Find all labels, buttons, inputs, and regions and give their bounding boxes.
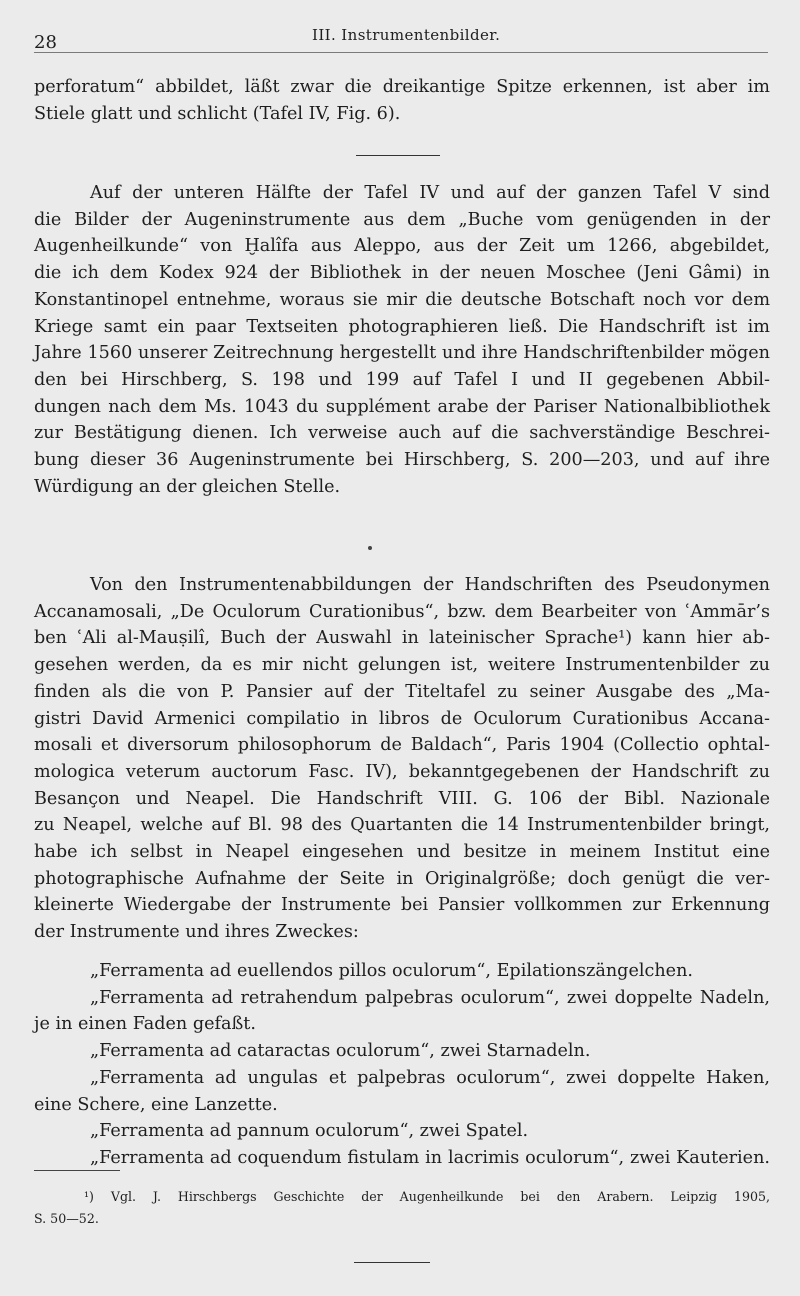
- text-line: Accanamosali, „De Oculorum Curationibus“, bzw. dem Bearbeiter von ʿAmmār’s: [34, 601, 770, 622]
- list-item: „Ferramenta ad cataractas oculorum“, zwei Starnadeln.: [90, 1041, 591, 1062]
- section-separator: [356, 155, 440, 156]
- page-number: 28: [34, 32, 57, 53]
- text-line: zu Neapel, welche auf Bl. 98 des Quartanten die 14 Instrumentenbilder bringt,: [34, 815, 770, 836]
- text-line: habe ich selbst in Neapel eingesehen und besitze in meinem Institut eine: [34, 842, 770, 863]
- text-line: die ich dem Kodex 924 der Bibliothek in der neuen Moschee (Jeni Gâmi) in: [34, 263, 770, 284]
- text-line: perforatum“ abbildet, läßt zwar die dreikantige Spitze erkennen, ist aber im: [34, 77, 770, 97]
- text-line: Kriege samt ein paar Textseiten photographieren ließ. Die Handschrift ist im: [34, 316, 770, 337]
- text-line: ben ʿAli al-Mauṣilî, Buch der Auswahl in lateinischer Sprache¹) kann hier ab-: [34, 628, 770, 649]
- list-item-continuation: eine Schere, eine Lanzette.: [34, 1094, 278, 1115]
- text-line: Von den Instrumentenabbildungen der Handschriften des Pseudonymen: [90, 575, 770, 595]
- running-title: III. Instrumentenbilder.: [312, 26, 501, 44]
- text-line: mosali et diversorum philosophorum de Baldach“, Paris 1904 (Collectio ophtal-: [34, 735, 770, 756]
- section-dot: [368, 546, 372, 550]
- list-item: „Ferramenta ad coquendum fistulam in lacrimis oculorum“, zwei Kauterien.: [90, 1147, 770, 1168]
- text-line: Jahre 1560 unserer Zeitrechnung hergestellt und ihre Handschriftenbilder mögen: [34, 343, 770, 364]
- text-line: finden als die von P. Pansier auf der Titeltafel zu seiner Ausgabe des „Ma-: [34, 681, 770, 702]
- text-line: photographische Aufnahme der Seite in Originalgröße; doch genügt die ver-: [34, 868, 770, 889]
- text-line: gesehen werden, da es mir nicht gelungen ist, weitere Instrumentenbilder zu: [34, 655, 770, 676]
- instrument-list: [34, 958, 770, 1172]
- list-item: „Ferramenta ad pannum oculorum“, zwei Spatel.: [90, 1121, 529, 1142]
- text-line: kleinerte Wiedergabe der Instrumente bei Pansier vollkommen zur Erkennung: [34, 895, 770, 916]
- text-line: Auf der unteren Hälfte der Tafel IV und auf der ganzen Tafel V sind: [90, 183, 770, 203]
- text-line: mologica veterum auctorum Fasc. IV), bekanntgegebenen der Handschrift zu: [34, 761, 770, 782]
- text-line: den bei Hirschberg, S. 198 und 199 auf Tafel I und II gegebenen Abbil-: [34, 369, 770, 390]
- footnote: [34, 1186, 770, 1230]
- text-line: Würdigung an der gleichen Stelle.: [34, 476, 341, 497]
- footnote-line: S. 50—52.: [34, 1211, 99, 1226]
- paragraph-continuation: [34, 74, 770, 127]
- text-line: dungen nach dem Ms. 1043 du supplément arabe der Pariser Nationalbibliothek: [34, 396, 770, 417]
- text-line: die Bilder der Augeninstrumente aus dem „Buche vom genügenden in der: [34, 209, 770, 230]
- text-line: bung dieser 36 Augeninstrumente bei Hirschberg, S. 200—203, und auf ihre: [34, 450, 770, 471]
- text-line: Stiele glatt und schlicht (Tafel IV, Fig. 6).: [34, 103, 401, 124]
- list-item-continuation: je in einen Faden gefaßt.: [34, 1014, 256, 1035]
- footnote-rule: [34, 1170, 120, 1171]
- paragraph-halifa: [34, 180, 770, 500]
- text-line: gistri David Armenici compilatio in libros de Oculorum Curationibus Accana-: [34, 708, 770, 729]
- text-line: der Instrumente und ihres Zweckes:: [34, 922, 359, 943]
- text-line: Konstantinopel entnehme, woraus sie mir die deutsche Botschaft noch vor dem: [34, 289, 770, 310]
- text-line: zur Bestätigung dienen. Ich verweise auch auf die sachverständige Beschrei-: [34, 423, 770, 444]
- list-item: „Ferramenta ad ungulas et palpebras oculorum“, zwei doppelte Haken,: [90, 1067, 770, 1088]
- list-item: „Ferramenta ad retrahendum palpebras oculorum“, zwei doppelte Nadeln,: [90, 987, 770, 1008]
- header-rule: [34, 52, 768, 53]
- text-line: Besançon und Neapel. Die Handschrift VIII. G. 106 der Bibl. Nazionale: [34, 788, 770, 809]
- page-header: [34, 26, 766, 54]
- text-line: Augenheilkunde“ von Ḫalîfa aus Aleppo, aus der Zeit um 1266, abgebildet,: [34, 236, 770, 257]
- bottom-separator: [354, 1262, 430, 1263]
- list-item: „Ferramenta ad euellendos pillos oculorum“, Epilationszängelchen.: [90, 961, 693, 981]
- footnote-line: ¹) Vgl. J. Hirschbergs Geschichte der Augenheilkunde bei den Arabern. Leipzig 1905,: [84, 1189, 770, 1204]
- paragraph-accanamosali: [34, 572, 770, 946]
